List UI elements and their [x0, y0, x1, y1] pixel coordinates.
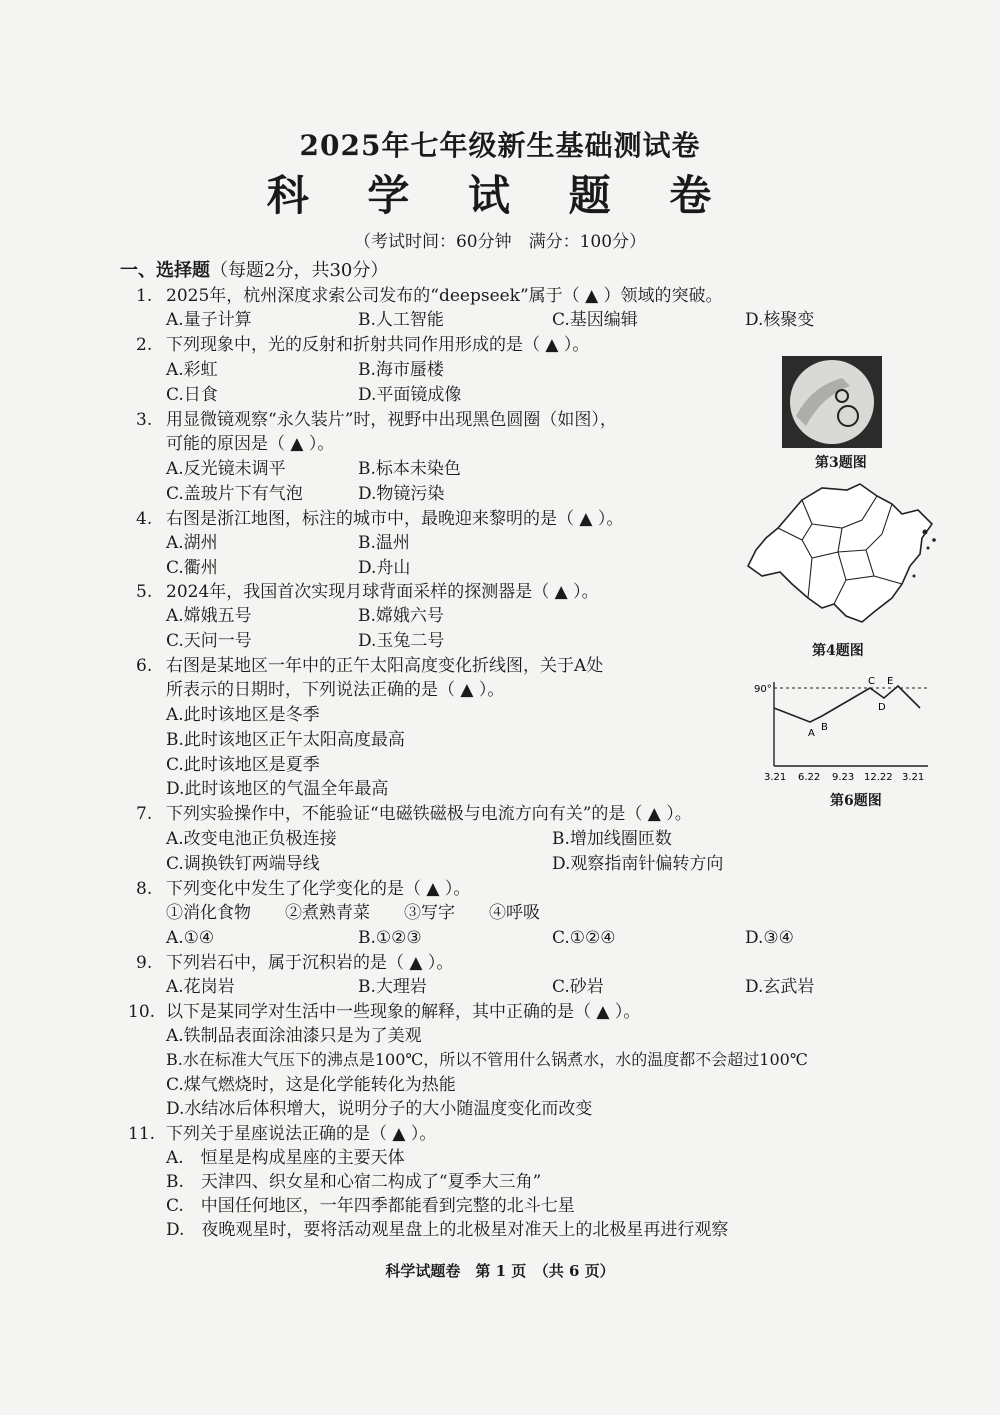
question-number: 7. — [136, 804, 153, 824]
option-c: C.日食 — [166, 385, 218, 405]
option-b: B.①②③ — [358, 928, 422, 948]
question-stem: 用显微镜观察“永久装片”时，视野中出现黑色圆圈（如图）， — [166, 410, 617, 430]
figure-4-zhejiang-map — [742, 480, 942, 636]
option-b: B.标本未染色 — [358, 459, 461, 479]
question-number: 3. — [136, 410, 153, 430]
option-b: B.温州 — [358, 533, 410, 553]
option-a: A.彩虹 — [166, 360, 218, 380]
point-label-c: C — [868, 676, 875, 687]
option-a: A.量子计算 — [166, 310, 252, 330]
question-stem: 下列岩石中，属于沉积岩的是（ ▲ ）。 — [166, 953, 454, 973]
option-a: A.嫦娥五号 — [166, 606, 252, 626]
option-c: C.此时该地区是夏季 — [166, 755, 320, 775]
option-d: D.舟山 — [358, 558, 411, 578]
x-tick-4: 12.22 — [864, 772, 893, 783]
option-d: D.核聚变 — [745, 310, 815, 330]
question-number: 4. — [136, 509, 153, 529]
question-number: 8. — [136, 879, 153, 899]
option-c: C.盖玻片下有气泡 — [166, 484, 303, 504]
option-b: B.海市蜃楼 — [358, 360, 444, 380]
option-d: D.观察指南针偏转方向 — [552, 854, 724, 874]
option-b: B.人工智能 — [358, 310, 444, 330]
microscope-field-icon — [782, 356, 882, 448]
question-number: 1. — [136, 286, 153, 306]
option-c: C.基因编辑 — [552, 310, 638, 330]
option-d: D.物镜污染 — [358, 484, 445, 504]
option-d: D.玉兔二号 — [358, 631, 445, 651]
question-stem: 右图是某地区一年中的正午太阳高度变化折线图，关于A处 — [166, 656, 604, 676]
option-d: D.此时该地区的气温全年最高 — [166, 779, 389, 799]
point-label-d: D — [878, 702, 886, 713]
sun-altitude-line-chart — [752, 672, 932, 788]
question-stem: 2025年，杭州深度求索公司发布的“deepseek”属于（ ▲ ）领域的突破。 — [166, 286, 723, 306]
option-c: C.衢州 — [166, 558, 218, 578]
exam-title: 2025年七年级新生基础测试卷 — [299, 129, 701, 162]
x-tick-5: 3.21 — [902, 772, 925, 783]
point-label-a: A — [808, 728, 815, 739]
option-a: A. 恒星是构成星座的主要天体 — [166, 1148, 405, 1168]
option-d: D.水结冰后体积增大，说明分子的大小随温度变化而改变 — [166, 1099, 593, 1119]
option-a: A.湖州 — [166, 533, 218, 553]
question-number: 5. — [136, 582, 153, 602]
option-b: B.嫦娥六号 — [358, 606, 444, 626]
question-items: ①消化食物 ②煮熟青菜 ③写字 ④呼吸 — [166, 903, 540, 923]
section-title: 一、选择题 — [120, 260, 210, 281]
question-stem: 下列现象中，光的反射和折射共同作用形成的是（ ▲ ）。 — [166, 335, 590, 355]
question-number: 6. — [136, 656, 153, 676]
option-a: A.此时该地区是冬季 — [166, 705, 320, 725]
option-c: C.煤气燃烧时，这是化学能转化为热能 — [166, 1075, 456, 1095]
question-number: 2. — [136, 335, 153, 355]
option-b: B.水在标准大气压下的沸点是100℃，所以不管用什么锅煮水，水的温度都不会超过100℃ — [166, 1050, 808, 1069]
question-stem-line2: 所表示的日期时，下列说法正确的是（ ▲ ）。 — [166, 680, 505, 700]
option-c: C.天问一号 — [166, 631, 252, 651]
point-label-b: B — [821, 722, 828, 733]
point-label-e: E — [887, 676, 894, 687]
question-stem: 下列实验操作中，不能验证“电磁铁磁极与电流方向有关”的是（ ▲ ）。 — [166, 804, 692, 824]
option-d: D.平面镜成像 — [358, 385, 462, 405]
section-heading — [120, 256, 388, 282]
question-stem: 右图是浙江地图，标注的城市中，最晚迎来黎明的是（ ▲ ）。 — [166, 509, 624, 529]
question-number: 11. — [128, 1124, 156, 1144]
page-footer: 科学试题卷 第 1 页 （共 6 页） — [385, 1262, 615, 1280]
option-d: D.玄武岩 — [745, 977, 815, 997]
figure-3-microscope-view — [782, 356, 882, 448]
question-number: 9. — [136, 953, 153, 973]
option-a: A.铁制品表面涂油漆只是为了美观 — [166, 1026, 422, 1046]
question-stem: 下列关于星座说法正确的是（ ▲ ）。 — [166, 1124, 437, 1144]
section-note: （每题2分，共30分） — [210, 260, 389, 281]
option-d: D. 夜晚观星时，要将活动观星盘上的北极星对准天上的北极星再进行观察 — [166, 1220, 729, 1240]
figure-4-caption: 第4题图 — [812, 643, 864, 659]
question-stem: 2024年，我国首次实现月球背面采样的探测器是（ ▲ ）。 — [166, 582, 599, 602]
option-a: A.花岗岩 — [166, 977, 235, 997]
option-c: C.①②④ — [552, 928, 616, 948]
option-b: B. 天津四、织女星和心宿二构成了“夏季大三角” — [166, 1172, 542, 1192]
question-number: 10. — [128, 1002, 156, 1022]
question-stem: 下列变化中发生了化学变化的是（ ▲ ）。 — [166, 879, 471, 899]
option-c: C. 中国任何地区，一年四季都能看到完整的北斗七星 — [166, 1196, 575, 1216]
option-d: D.③④ — [745, 928, 794, 948]
x-tick-3: 9.23 — [832, 772, 855, 783]
option-b: B.大理岩 — [358, 977, 427, 997]
figure-3-caption: 第3题图 — [815, 455, 867, 471]
option-c: C.调换铁钉两端导线 — [166, 854, 320, 874]
figure-6-sun-altitude-chart — [752, 672, 932, 788]
question-stem: 以下是某同学对生活中一些现象的解释，其中正确的是（ ▲ ）。 — [166, 1002, 641, 1022]
figure-6-caption: 第6题图 — [830, 793, 882, 809]
x-tick-2: 6.22 — [798, 772, 821, 783]
question-stem-line2: 可能的原因是（ ▲ ）。 — [166, 434, 335, 454]
option-a: A.改变电池正负极连接 — [166, 829, 337, 849]
zhejiang-map-icon — [742, 480, 942, 636]
option-b: B.增加线圈匝数 — [552, 829, 672, 849]
exam-info: （考试时间：60分钟 满分：100分） — [353, 232, 647, 252]
option-a: A.反光镜未调平 — [166, 459, 286, 479]
altitude-line — [774, 686, 920, 722]
option-c: C.砂岩 — [552, 977, 604, 997]
option-a: A.①④ — [166, 928, 215, 948]
option-b: B.此时该地区正午太阳高度最高 — [166, 730, 405, 750]
x-tick-1: 3.21 — [764, 772, 787, 783]
y-label-90: 90° — [754, 684, 772, 695]
exam-subtitle: 科 学 试 题 卷 — [266, 171, 734, 220]
